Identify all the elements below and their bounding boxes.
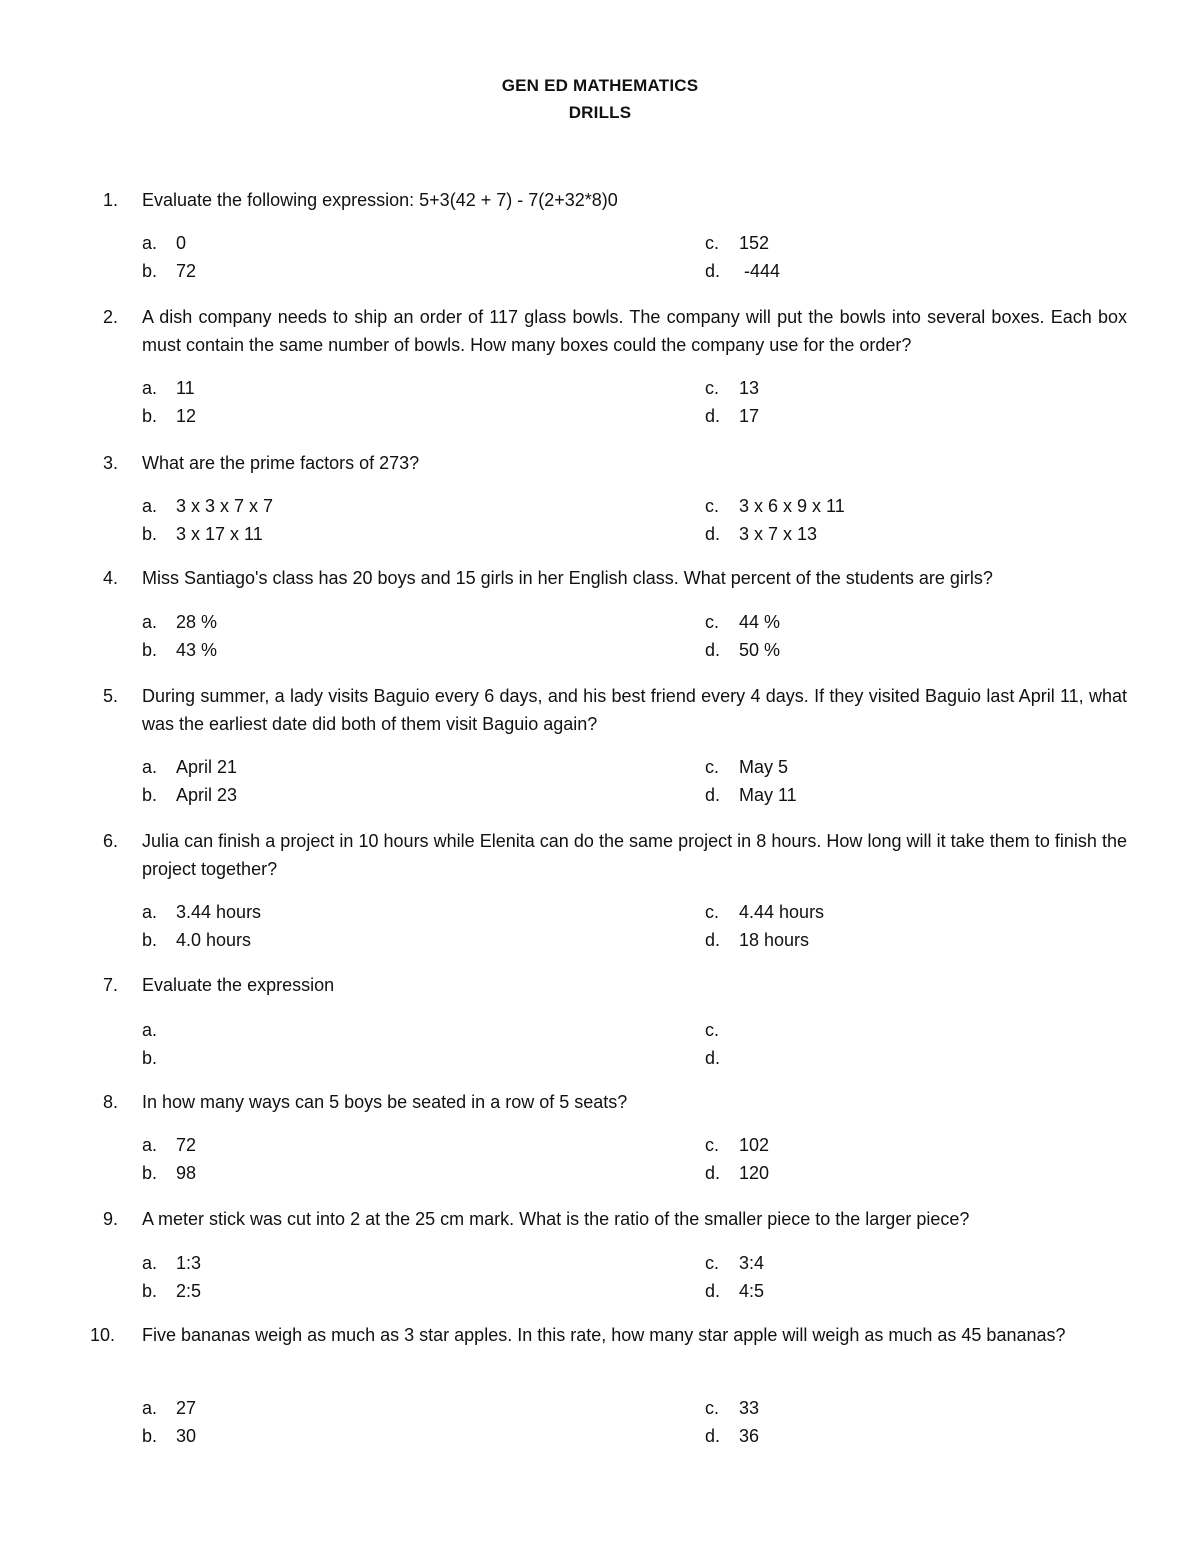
option-c[interactable]: [705, 1394, 759, 1422]
option-text: 152: [739, 233, 770, 253]
question-number: 1.: [103, 190, 119, 210]
option-c[interactable]: [705, 898, 824, 926]
question-number: 9.: [103, 1209, 119, 1229]
option-letter: d.: [705, 261, 721, 281]
option-a[interactable]: [142, 753, 237, 781]
option-text: 36: [739, 1426, 760, 1446]
option-text: 3 x 6 x 9 x 11: [739, 496, 845, 516]
option-letter: a.: [142, 612, 158, 632]
option-letter: c.: [705, 1253, 720, 1273]
option-text: 102: [739, 1135, 770, 1155]
question-3: [103, 449, 1127, 477]
option-letter: d.: [705, 640, 721, 660]
option-letter: c.: [705, 378, 720, 398]
option-letter: a.: [142, 1135, 158, 1155]
option-c[interactable]: [705, 229, 769, 257]
option-text: 72: [176, 261, 197, 281]
option-letter: c.: [705, 1020, 720, 1040]
question-text: What are the prime factors of 273?: [142, 453, 420, 473]
option-letter: b.: [142, 785, 158, 805]
option-letter: c.: [705, 612, 720, 632]
option-b[interactable]: [142, 926, 251, 954]
option-letter: a.: [142, 496, 158, 516]
option-d[interactable]: [705, 1159, 769, 1187]
option-text: 0: [176, 233, 187, 253]
option-a[interactable]: [142, 1394, 196, 1422]
question-text: In how many ways can 5 boys be seated in a row of 5 seats?: [142, 1092, 628, 1112]
option-letter: b.: [142, 406, 158, 426]
option-letter: a.: [142, 757, 158, 777]
question-text: Evaluate the following expression: 5+3(42 + 7) - 7(2+32*8)0: [142, 190, 618, 210]
option-text: 44 %: [739, 612, 781, 632]
option-d[interactable]: [705, 636, 780, 664]
option-letter: d.: [705, 1163, 721, 1183]
option-text: April 23: [176, 785, 238, 805]
option-letter: d.: [705, 1426, 721, 1446]
option-letter: d.: [705, 524, 721, 544]
option-letter: a.: [142, 1020, 158, 1040]
option-d[interactable]: [705, 402, 759, 430]
option-d[interactable]: [705, 1044, 739, 1072]
option-text: April 21: [176, 757, 238, 777]
option-letter: b.: [142, 1281, 158, 1301]
option-letter: d.: [705, 930, 721, 950]
question-9: [103, 1205, 1127, 1233]
option-text: 4.44 hours: [739, 902, 825, 922]
option-text: May 11: [739, 785, 797, 805]
option-b[interactable]: [142, 1422, 196, 1450]
option-text: 2:5: [176, 1281, 202, 1301]
option-letter: c.: [705, 757, 720, 777]
option-letter: c.: [705, 496, 720, 516]
option-letter: c.: [705, 233, 720, 253]
question-number: 2.: [103, 307, 119, 327]
page-title: GEN ED MATHEMATICS: [501, 76, 699, 95]
option-text: 12: [176, 406, 197, 426]
option-c[interactable]: [705, 1131, 769, 1159]
question-number: 8.: [103, 1092, 119, 1112]
question-text: During summer, a lady visits Baguio every 6 days, and his best friend every 4 days. If they visited Baguio last April 11, what was the earliest date did both of them visit Baguio again?: [142, 686, 1127, 734]
question-number: 6.: [103, 831, 119, 851]
option-letter: b.: [142, 1426, 158, 1446]
option-a[interactable]: [142, 1131, 196, 1159]
option-letter: a.: [142, 378, 158, 398]
option-text: 3 x 3 x 7 x 7: [176, 496, 274, 516]
option-text: 3.44 hours: [176, 902, 262, 922]
question-10: [90, 1321, 1127, 1349]
option-letter: a.: [142, 1398, 158, 1418]
page-subtitle: DRILLS: [568, 103, 632, 122]
option-letter: a.: [142, 233, 158, 253]
option-letter: c.: [705, 902, 720, 922]
option-letter: d.: [705, 406, 721, 426]
option-a[interactable]: [142, 374, 195, 402]
option-text: 3:4: [739, 1253, 765, 1273]
option-b[interactable]: [142, 520, 263, 548]
option-text: -444: [739, 261, 781, 281]
option-d[interactable]: [705, 781, 797, 809]
option-text: 4.0 hours: [176, 930, 252, 950]
option-b[interactable]: [142, 636, 217, 664]
option-letter: a.: [142, 902, 158, 922]
option-text: 28 %: [176, 612, 218, 632]
option-b[interactable]: [142, 1277, 201, 1305]
option-a[interactable]: [142, 229, 186, 257]
option-c[interactable]: [705, 608, 780, 636]
option-text: 1:3: [176, 1253, 202, 1273]
question-text: Julia can finish a project in 10 hours while Elenita can do the same project in 8 hours. How long will it take them to finish the project together?: [142, 831, 1127, 879]
option-letter: d.: [705, 1281, 721, 1301]
question-number: 5.: [103, 686, 119, 706]
option-c[interactable]: [705, 1016, 739, 1044]
option-d[interactable]: [705, 520, 817, 548]
option-text: 50 %: [739, 640, 781, 660]
question-7: [103, 971, 1127, 999]
option-letter: c.: [705, 1135, 720, 1155]
option-letter: b.: [142, 640, 158, 660]
option-b[interactable]: [142, 1159, 196, 1187]
question-number: 7.: [103, 975, 119, 995]
option-b[interactable]: [142, 1044, 176, 1072]
question-5: [103, 682, 1127, 738]
option-text: 33: [739, 1398, 760, 1418]
option-letter: d.: [705, 1048, 721, 1068]
option-a[interactable]: [142, 1249, 201, 1277]
option-letter: b.: [142, 1048, 158, 1068]
option-a[interactable]: [142, 1016, 176, 1044]
option-b[interactable]: [142, 257, 196, 285]
option-d[interactable]: [705, 1422, 759, 1450]
option-d[interactable]: [705, 1277, 764, 1305]
question-6: [103, 827, 1127, 883]
option-text: 30: [176, 1426, 197, 1446]
option-text: 3 x 7 x 13: [739, 524, 818, 544]
option-text: 11: [176, 378, 195, 398]
option-letter: d.: [705, 785, 721, 805]
option-text: 98: [176, 1163, 197, 1183]
option-c[interactable]: [705, 753, 788, 781]
option-b[interactable]: [142, 402, 196, 430]
option-text: 72: [176, 1135, 197, 1155]
option-text: 4:5: [739, 1281, 765, 1301]
question-1: [103, 186, 1127, 214]
option-text: 17: [739, 406, 760, 426]
question-text: Five bananas weigh as much as 3 star apples. In this rate, how many star apple will weigh as much as 45 bananas?: [142, 1325, 1066, 1345]
question-number: 10.: [90, 1325, 116, 1345]
question-number: 3.: [103, 453, 119, 473]
option-a[interactable]: [142, 492, 273, 520]
option-text: 27: [176, 1398, 197, 1418]
option-text: May 5: [739, 757, 789, 777]
option-letter: b.: [142, 1163, 158, 1183]
option-text: 43 %: [176, 640, 218, 660]
option-letter: a.: [142, 1253, 158, 1273]
option-b[interactable]: [142, 781, 237, 809]
option-text: 120: [739, 1163, 770, 1183]
question-number: 4.: [103, 568, 119, 588]
option-letter: b.: [142, 930, 158, 950]
option-c[interactable]: [705, 374, 759, 402]
option-a[interactable]: [142, 898, 261, 926]
option-text: 13: [739, 378, 760, 398]
option-c[interactable]: [705, 492, 845, 520]
question-text: A meter stick was cut into 2 at the 25 cm mark. What is the ratio of the smaller piece to the larger piece?: [142, 1209, 970, 1229]
question-text: A dish company needs to ship an order of 117 glass bowls. The company will put the bowls into several boxes. Each box must contain the same number of bowls. How many boxes could the company use for the order?: [142, 307, 1127, 355]
question-8: [103, 1088, 1127, 1116]
option-letter: b.: [142, 524, 158, 544]
question-2: [103, 303, 1127, 359]
question-4: [103, 564, 1127, 592]
option-d[interactable]: [705, 257, 780, 285]
option-d[interactable]: [705, 926, 809, 954]
question-text: Evaluate the expression: [142, 975, 335, 995]
option-letter: b.: [142, 261, 158, 281]
option-c[interactable]: [705, 1249, 764, 1277]
option-text: 3 x 17 x 11: [176, 524, 263, 544]
option-letter: c.: [705, 1398, 720, 1418]
option-a[interactable]: [142, 608, 217, 636]
option-text: 18 hours: [739, 930, 810, 950]
question-text: Miss Santiago's class has 20 boys and 15 girls in her English class. What percent of the students are girls?: [142, 568, 993, 588]
